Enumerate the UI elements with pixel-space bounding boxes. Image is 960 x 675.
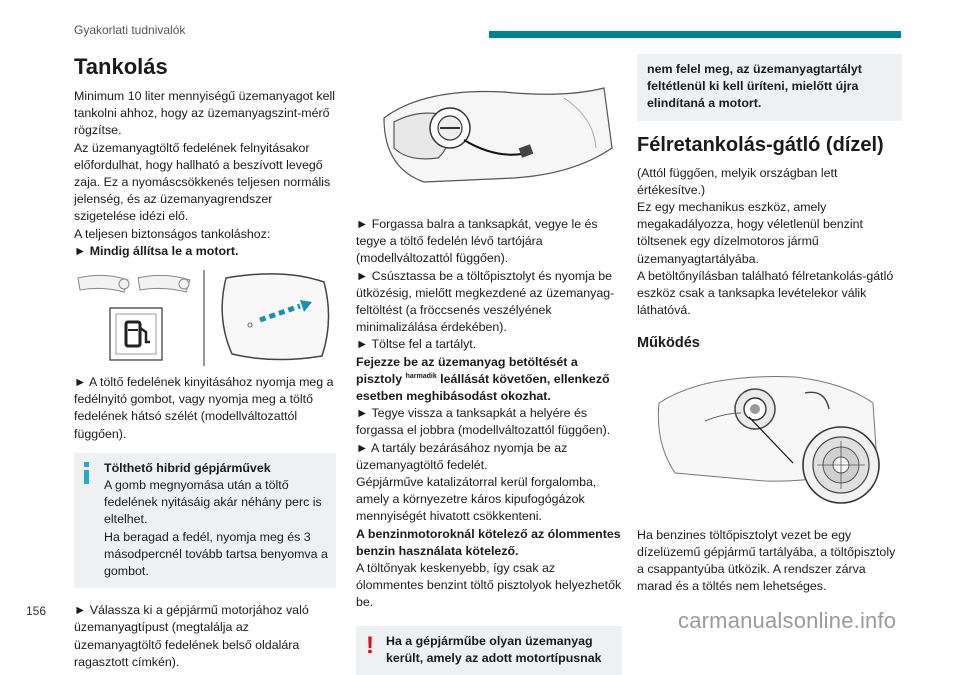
page-number: 156 <box>26 604 47 618</box>
warning-box-continued <box>637 54 902 121</box>
warning-stop-text-2: leállását követően, ellenkező esetben meghibásodást okozhat. <box>356 371 610 404</box>
unleaded-title: A benzinmotoroknál kötelező az ólommentes benzin használata kötelező. <box>356 526 621 558</box>
step-choose-fuel: ► Válassza ki a gépjármű motorjához való üzemanyagtípust (megtalálja az üzemanyagtöltő fedelének belső oldalára ragasztott címkén). <box>74 603 309 669</box>
section-heading-refuelling: Tankolás <box>74 54 168 79</box>
paragraph: (Attól függően, melyik országban lett értékesítve.) <box>637 165 838 197</box>
subheading-operation: Működés <box>637 335 700 352</box>
column-left <box>74 54 336 671</box>
warning-text: Ha a gépjárműbe olyan üzemanyag került, amely az adott motortípusnak <box>386 633 602 665</box>
paragraph: Ez egy mechanikus eszköz, amely megakadályozza, hogy véletlenül benzint töltsenek egy dízelmotoros jármű üzemanyagtartályába. <box>637 200 863 266</box>
section-heading-misfuel: Félretankolás-gátló (dízel) <box>637 133 884 156</box>
fuel-pump-icon <box>110 308 162 360</box>
header-title: Gyakorlati tudnivalók <box>74 23 186 37</box>
info-icon <box>84 462 89 484</box>
paragraph: Az üzemanyagtöltő fedelének felnyitásakor előfordulhat, hogy hallható a beszívott levegő zaja. Ez a nyomáscsökkenés teljesen normális jelenség, és az üzemanyagrendszer szigetelése idézi elő. <box>74 140 331 224</box>
warning-stop-text-1: Fejezze be az üzemanyag betöltését a pisztoly <box>356 354 578 386</box>
mirror-controls-graphic <box>78 275 190 292</box>
paragraph: Minimum 10 liter mennyiségű üzemanyagot kell tankolni ahhoz, hogy az üzemanyagszint-mérő rögzítse. <box>74 89 336 138</box>
step-engine-off: ► Mindig állítsa le a motort. <box>74 243 239 258</box>
step-fill-tank: ► Töltse fel a tartályt. <box>356 337 477 352</box>
step-insert-nozzle: ► Csúsztassa be a töltőpisztolyt és nyomja be ütközésig, mielőtt megkezdené az üzemanyag-feltöltést (a fröccsenés veszélyének minimalizálása érdekében). <box>356 268 615 335</box>
warning-box-wrong-fuel <box>356 626 622 675</box>
warning-stop-filling <box>356 354 622 406</box>
paragraph: Ha benzines töltőpisztolyt vezet be egy dízelüzemű gépjármű tartályába, a töltőpisztoly a csappantyúba ütközik. A rendszer zárva marad és a töltés nem lehetséges. <box>637 527 896 594</box>
warning-text-continued: nem felel meg, az üzemanyagtartályt feltétlenül ki kell üríteni, mielőtt újra elindítaná a motort. <box>647 62 862 111</box>
warning-stop-superscript: harmadik <box>405 372 437 380</box>
catalyst-paragraph: Gépjárműve katalizátorral kerül forgalomba, amely a környezetre káros kipufogógázok mennyiségét hivatott csökkenteni. <box>356 475 597 524</box>
info-title: Tölthető hibrid gépjárművek <box>104 460 271 475</box>
step-open-flap: ► A töltő fedelének kinyitásához nyomja meg a fedélnyitó gombot, vagy nyomja meg a töltő fedelének hátsó szélét (modellváltozattól függően). <box>74 375 334 441</box>
fuel-flap-button-illustration <box>74 270 336 370</box>
info-text: A gomb megnyomása után a töltő fedelének nyitásáig akár néhány perc is eltelhet. <box>104 478 322 527</box>
misfuel-device-illustration <box>645 363 895 513</box>
paragraph: A betöltőnyílásban található félretankolás-gátló eszköz csak a tanksapka levételekor válik láthatóvá. <box>637 268 894 318</box>
fuel-cap-illustration <box>364 78 614 198</box>
warning-icon: ! <box>366 631 374 659</box>
step-close-flap: ► A tartály bezárásához nyomja be az üzemanyagtöltő fedelét. <box>356 440 568 472</box>
column-right <box>637 54 902 595</box>
step-refit-cap: ► Tegye vissza a tanksapkát a helyére és forgassa el jobbra (modellváltozattól függően). <box>356 406 611 438</box>
paragraph: A teljesen biztonságos tankoláshoz: <box>74 226 271 241</box>
unleaded-paragraph: A töltőnyak keskenyebb, így csak az ólommentes benzint töltő pisztolyok helyezhetők be. <box>356 561 622 610</box>
step-remove-cap: ► Forgassa balra a tanksapkát, vegye le és tegye a töltő fedelén lévő tartójára (modellváltozattól függően). <box>356 217 598 266</box>
header-accent-bar <box>489 31 901 38</box>
info-text: Ha beragad a fedél, nyomja meg és 3 másodpercnél tovább tartsa benyomva a gombot. <box>104 529 328 579</box>
watermark-text: carmanualsonline.info <box>678 608 897 633</box>
column-middle <box>356 54 622 675</box>
info-box-hybrid <box>74 453 336 588</box>
